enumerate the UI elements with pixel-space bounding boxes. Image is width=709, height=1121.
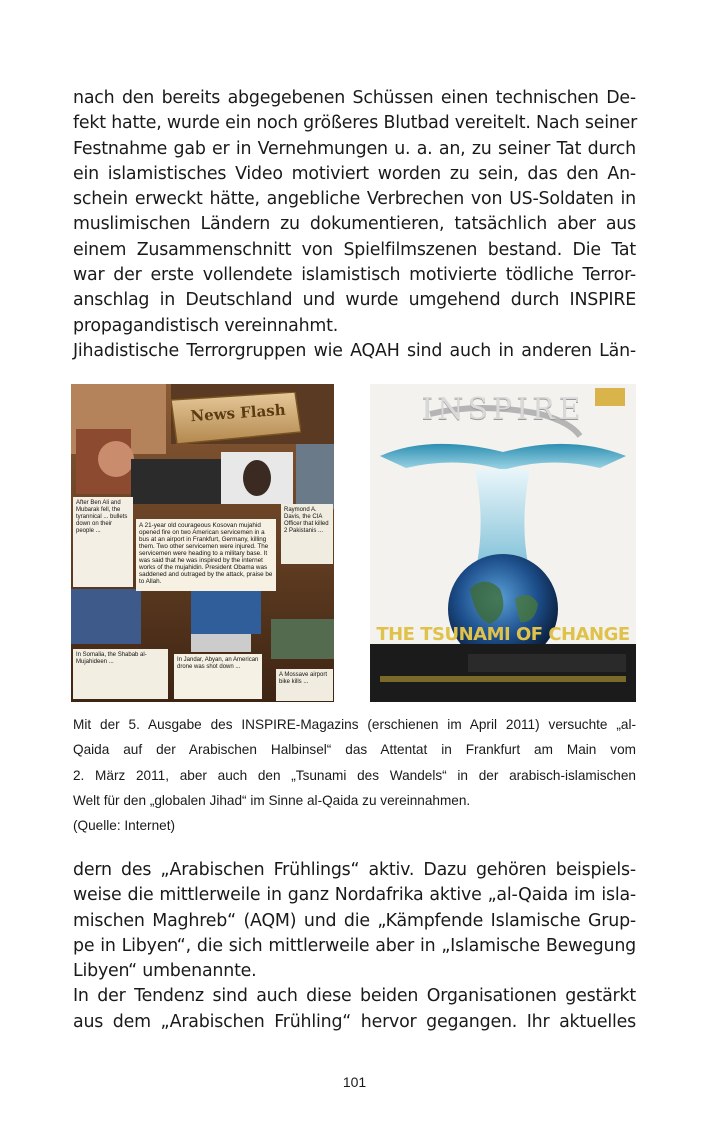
text-line: Jihadistische Terrorgruppen wie AQAH sind auch in anderen Län- xyxy=(73,340,636,361)
bottom-right-story: A Mossave airport bike kills ... xyxy=(276,669,333,701)
body-text-top xyxy=(73,86,636,364)
figure-caption xyxy=(73,712,636,838)
text-line: fekt hatte, wurde ein noch größeres Blutbad vereitelt. Nach seiner xyxy=(73,113,638,134)
news-flash-collage xyxy=(71,384,334,702)
text-line: propagandistisch vereinnahmt. xyxy=(73,315,339,336)
cover-headline: THE TSUNAMI OF CHANGE xyxy=(376,624,630,645)
caption-line: Mit der 5. Ausgabe des INSPIRE-Magazins (erschienen im April 2011) versuchte „al- xyxy=(73,717,636,732)
caption-line: Qaida auf der Arabischen Halbinsel“ das Attentat in Frankfurt am Main vom xyxy=(73,742,636,758)
caption-source: (Quelle: Internet) xyxy=(73,818,175,834)
text-line: einem Zusammenschnitt von Spielfilmszenen bestand. Die Tat xyxy=(73,239,636,260)
text-line: Libyen“ umbenannte. xyxy=(73,961,257,982)
bottom-left-story: In Somalia, the Shabab al-Mujahideen ... xyxy=(73,649,168,699)
cover-artwork xyxy=(370,384,636,702)
left-story: After Ben Ali and Mubarak fell, the tyrannical ... bullets down on their people ... xyxy=(73,497,133,587)
caption-line: Welt für den „globalen Jihad“ im Sinne al-Qaida zu vereinnahmen. xyxy=(73,792,471,808)
text-line: Festnahme gab er in Vernehmungen u. a. an, zu seiner Tat durch xyxy=(73,138,636,159)
caption-line: 2. März 2011, aber auch den „Tsunami des Wandels“ in der arabisch-islamischen xyxy=(73,767,636,783)
text-line: nach den bereits abgegebenen Schüssen einen technischen De- xyxy=(73,88,636,108)
text-line: aus dem „Arabischen Frühling“ hervor gegangen. Ihr aktuelles xyxy=(73,1011,636,1032)
news-flash-banner: News Flash xyxy=(189,400,287,426)
body-text-bottom xyxy=(73,858,636,1035)
text-line: war der erste vollendete islamistisch motivierte tödliche Terror- xyxy=(73,265,636,286)
text-line: mischen Maghreb“ (AQM) und die „Kämpfende Islamische Grup- xyxy=(73,910,636,931)
text-line: ein islamistisches Video motiviert worden zu sein, das den An- xyxy=(73,163,636,184)
main-story: A 21-year old courageous Kosovan mujahid opened fire on two American servicemen in a bus at an airport in Frankfurt, Germany, killing them. Two other servicemen were injured. The servicemen were heading to a military base. It was said that he was inspired by the internet works of the mujahidin. President Obama was saddened and outraged by the attack, praise be to Allah. xyxy=(136,519,276,591)
text-line: muslimischen Ländern zu dokumentieren, tatsächlich aber aus xyxy=(73,214,636,235)
inspire-masthead: INSPIRE xyxy=(421,392,585,427)
right-story: Raymond A. Davis, the CIA Officer that killed 2 Pakistanis ... xyxy=(281,504,333,564)
text-line: pe in Libyen“, die sich mittlerweile aber in „Islamische Bewegung xyxy=(73,935,636,956)
text-line: dern des „Arabischen Frühlings“ aktiv. Dazu gehören beispiels- xyxy=(73,860,636,880)
inspire-magazine-cover xyxy=(370,384,636,702)
text-line: weise die mittlerweile in ganz Nordafrika aktive „al-Qaida im isla- xyxy=(73,885,636,906)
text-line: In der Tendenz sind auch diese beiden Organisationen gestärkt xyxy=(73,986,636,1007)
bottom-mid-story: In Jandar, Abyan, an American drone was shot down ... xyxy=(174,654,262,699)
page-number: 101 xyxy=(342,1074,367,1090)
text-line: schein erweckt hätte, angebliche Verbrechen von US-Soldaten in xyxy=(73,189,636,210)
text-line: anschlag in Deutschland und wurde umgehend durch INSPIRE xyxy=(73,290,636,311)
